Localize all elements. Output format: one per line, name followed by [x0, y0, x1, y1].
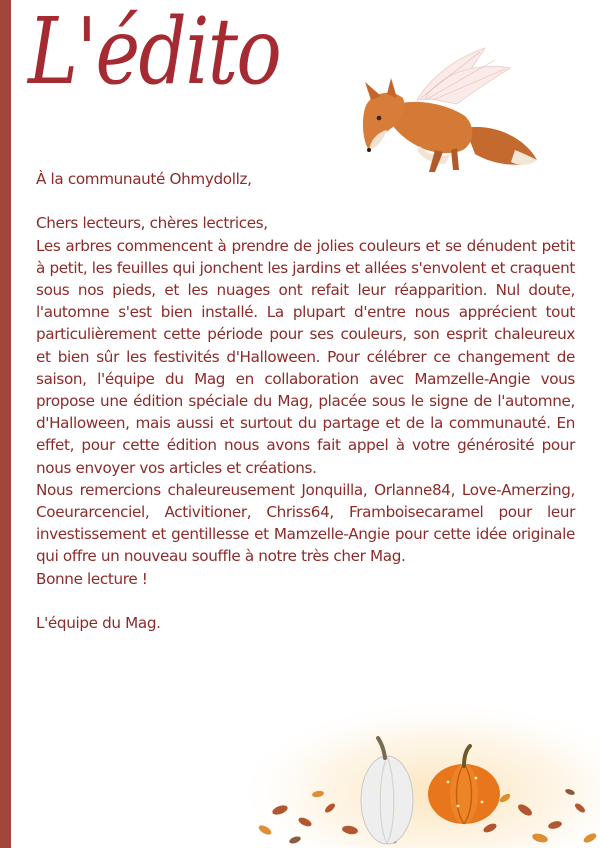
- left-accent-bar: [0, 0, 11, 848]
- greeting: À la communauté Ohmydollz,: [36, 170, 252, 188]
- editorial-text: [36, 168, 575, 634]
- closing-line: Bonne lecture !: [36, 569, 148, 588]
- pumpkins-and-leaves-illustration: [250, 690, 600, 848]
- editorial-paragraph: Les arbres commencent à prendre de jolies couleurs et se dénudent petit à petit, les feuilles qui jonchent les jardins et allées s'envolent et craquent sous nos pieds, et les nuages ont refait leur réapparition. Nul doute, l'automne s'est bien installé. La plupart d'entre nous apprécient tout particulièrement cette période pour ses couleurs, son esprit chaleureux et bien sûr les festivités d'Halloween. Pour célébrer ce changement de saison, l'équipe du Mag en collaboration avec Mamzelle-Angie vous propose une édition spéciale du Mag, placée sous le signe de l'automne, d'Halloween, mais aussi et surtout du partage et de la communauté. En effet, pour cette édition nous avons fait appel à votre générosité pour nous envoyer vos articles et créations.: [36, 236, 575, 477]
- signature: L'équipe du Mag.: [36, 614, 161, 633]
- flying-fox-illustration: [325, 38, 547, 178]
- salutation: Chers lecteurs, chères lectrices,: [36, 214, 268, 233]
- thanks-paragraph: Nous remercions chaleureusement Jonquilla, Orlanne84, Love-Amerzing, Coeurarcenciel, Activitioner, Chriss64, Framboisecaramel pour leur investissement et gentillesse et Mamzelle-Angie pour cette idée originale qui offre un nouveau souffle à notre très cher Mag.: [36, 480, 575, 566]
- page-title: L'édito: [28, 0, 281, 105]
